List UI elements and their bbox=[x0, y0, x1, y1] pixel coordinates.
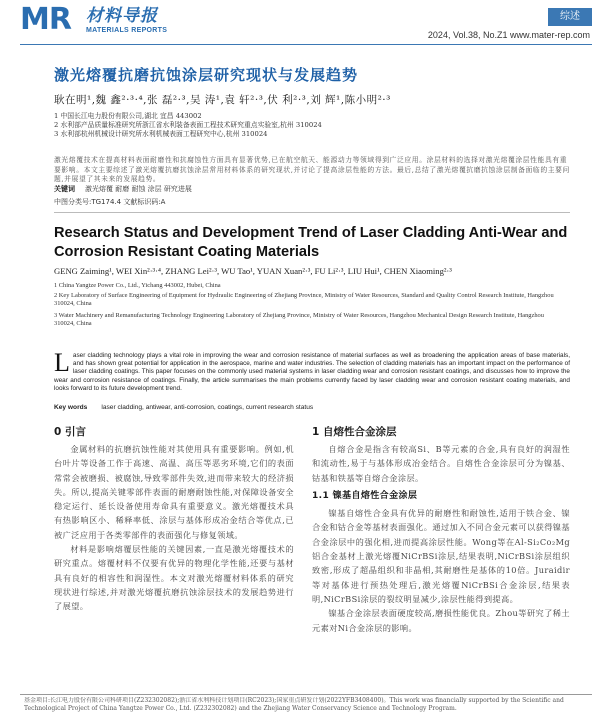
affiliation-en-3: 3 Water Machinery and Remanufacturing Technology Engineering Laboratory of Zhejiang Province, Ministry of Water Resources, Hangzhou Mechanical Design Research Institute, Hangzhou 310024, China bbox=[54, 312, 544, 328]
section-tag: 综述 bbox=[548, 8, 592, 26]
section-divider bbox=[54, 212, 570, 213]
abstract-cn: 激光熔覆技术在提高材料表面耐磨性和抗腐蚀性方面具有显著优势,已在航空航天、能源动力等领域得到广泛应用。涂层材料的选择对激光熔覆涂层性能具有重要影响。本文主要综述了激光熔覆抗磨抗蚀涂层常用材料体系的研究现状,并讨论了提高涂层性能的方法。最后,总结了激光熔覆抗磨抗蚀涂层制备面临的主要问题,并展望了其未来的发展趋势。 bbox=[54, 156, 570, 183]
footnote-divider bbox=[20, 694, 592, 695]
section-heading-self-fluxing: 1 自熔性合金涂层 bbox=[312, 426, 397, 438]
keywords-cn-text: 激光熔覆 耐磨 耐蚀 涂层 研究进展 bbox=[85, 185, 192, 193]
affiliation-en-2: 2 Key Laboratory of Surface Engineering of Equipment for Hydraulic Engineering of Zhejiang Province, Ministry of Water Resources, Standard and Quality Control Research Institute, Hangzhou 310024, China bbox=[54, 292, 554, 308]
journal-name-cn: 材料导报 bbox=[86, 6, 158, 26]
paragraph: 镍基自熔性合金具有优异的耐磨性和耐蚀性,适用于铁合金、镍合金和钴合金等基材表面强化。通过加入不同合金元素可以获得镍基合金涂层中的强化相,进而提高涂层性能。Wong等在Al-Si₂Co₂Mg铝合金基材上激光熔覆NiCrBSi涂层,结果表明,NiCrBSi涂层组织致密,形成了超晶组织和非晶相,其耐磨性是基体的10倍。Juraidir等对基体进行预热处理后,激光熔覆NiCrBSi合金涂层,结果表明,NiCrBSi涂层的裂纹明显减少,涂层性能得到提高。 bbox=[312, 508, 570, 604]
paragraph: 金属材料的抗磨抗蚀性能对其使用具有重要影响。例如,机台叶片等设备工作于高速、高温、高压等恶劣环境,它们的表面常常会被磨损、被腐蚀,导致零部件失效,进而带来较大的经济损失。所以,提高关键零部件表面的耐磨耐蚀性能,对保障设备安全稳定运行、延长设备使用寿命具有重要意义。激光熔覆技术具有热影响区小、稀释率低、涂层与基体形成冶金结合等优点,已被广泛应用于各类零部件的表面强化与修复领域。 bbox=[54, 444, 294, 540]
paragraph: 自熔合金是指含有较高Si、B等元素的合金,具有良好的润湿性和流动性,易于与基体形成冶金结合。自熔性合金涂层可分为镍基、钴基和铁基等自熔合金涂层。 bbox=[312, 444, 570, 483]
journal-issue-info: 2024, Vol.38, No.Z1 www.mater-rep.com bbox=[427, 30, 590, 40]
paragraph: 镍基合金涂层表面硬度较高,磨损性能优良。Zhou等研究了稀土元素对Ni合金涂层的影响。 bbox=[312, 608, 570, 633]
keywords-en-label: Key words bbox=[54, 404, 88, 411]
keywords-cn-label: 关键词 bbox=[54, 185, 75, 193]
abstract-en-text: aser cladding technology plays a vital role in improving the wear and corrosion resistance of material surfaces as well as broadening the application areas of base materials, and has shown great potential for application in the aerospace, marine and water industries. The selection of cladding materials has an important impact on the performance of laser cladding coatings. This paper focuses on the commonly used material systems in laser cladding wear and corrosion resistant coatings, and discusses how to improve the wear and corrosion resistance of coatings. Finally, the article summarises the main problems currently faced by laser cladding wear and corrosion resistant coating materials, and looks forward to its future development trend. bbox=[54, 352, 570, 392]
article-title-en-line1: Research Status and Development Trend of Laser Cladding Anti-Wear and bbox=[54, 225, 568, 241]
abstract-dropcap: L bbox=[54, 348, 70, 377]
header-divider bbox=[20, 44, 592, 45]
funding-footnote: 基金项目:长江电力股份有限公司科研项目(Z232302082);浙江省水利科技计划项目(RC2023);国家重点研发计划(2022YFB3408400)。This work was financially supported by the Scientific and Technological Project of China Yangtze Power Co., Ltd. (Z232302082) and the Zhejiang Water Conservancy Science and Technology Program. bbox=[24, 697, 564, 712]
keywords-cn bbox=[54, 184, 192, 194]
left-column bbox=[54, 442, 294, 688]
article-title-en bbox=[54, 224, 574, 262]
journal-logo-mark: MR bbox=[20, 2, 71, 37]
affiliation-en-1: 1 China Yangtze Power Co., Ltd., Yichang 443002, Hubei, China bbox=[54, 282, 221, 289]
article-title-cn: 激光熔覆抗磨抗蚀涂层研究现状与发展趋势 bbox=[54, 66, 359, 84]
right-column bbox=[312, 442, 570, 688]
affiliation-cn-3: 3 水利部杭州机械设计研究所水利机械表面工程研究中心,杭州 310024 bbox=[54, 130, 268, 138]
abstract-en bbox=[54, 348, 570, 393]
affiliation-cn-1: 1 中国长江电力股份有限公司,湖北 宜昌 443002 bbox=[54, 112, 202, 120]
keywords-en-text: laser cladding, antiwear, anti-corrosion, coatings, current research status bbox=[101, 404, 314, 411]
article-title-en-line2: Corrosion Resistant Coating Materials bbox=[54, 244, 320, 260]
authors-en: GENG Zaiming¹, WEI Xin²·³·⁴, ZHANG Lei²·³, WU Tao¹, YUAN Xuan²·³, FU Li²·³, LIU Hui¹, CHEN Xiaoming²·³ bbox=[54, 266, 452, 276]
keywords-en bbox=[54, 404, 313, 411]
affiliation-cn-2: 2 水利部产品质量标准研究所浙江省水利装备表面工程技术研究重点实验室,杭州 310024 bbox=[54, 121, 322, 129]
journal-name-en: MATERIALS REPORTS bbox=[86, 27, 168, 34]
section-heading-introduction: 0 引言 bbox=[54, 426, 86, 438]
authors-cn: 耿在明¹,魏 鑫²·³·⁴,张 磊²·³,吴 涛¹,袁 轩²·³,伏 利²·³,刘 辉¹,陈小明²·³ bbox=[54, 94, 391, 106]
paragraph: 材料是影响熔覆层性能的关键因素,一直是激光熔覆技术的研究重点。熔覆材料不仅要有优异的物理化学性能,还要与基材具有良好的相容性和润湿性。本文对激光熔覆材料体系的研究现状进行综述,并对激光熔覆抗磨抗蚀涂层技术的发展趋势进行了展望。 bbox=[54, 544, 294, 612]
classification-number: 中图分类号:TG174.4 文献标识码:A bbox=[54, 198, 166, 206]
subsection-heading-ni-based: 1.1 镍基自熔性合金涂层 bbox=[312, 490, 418, 501]
